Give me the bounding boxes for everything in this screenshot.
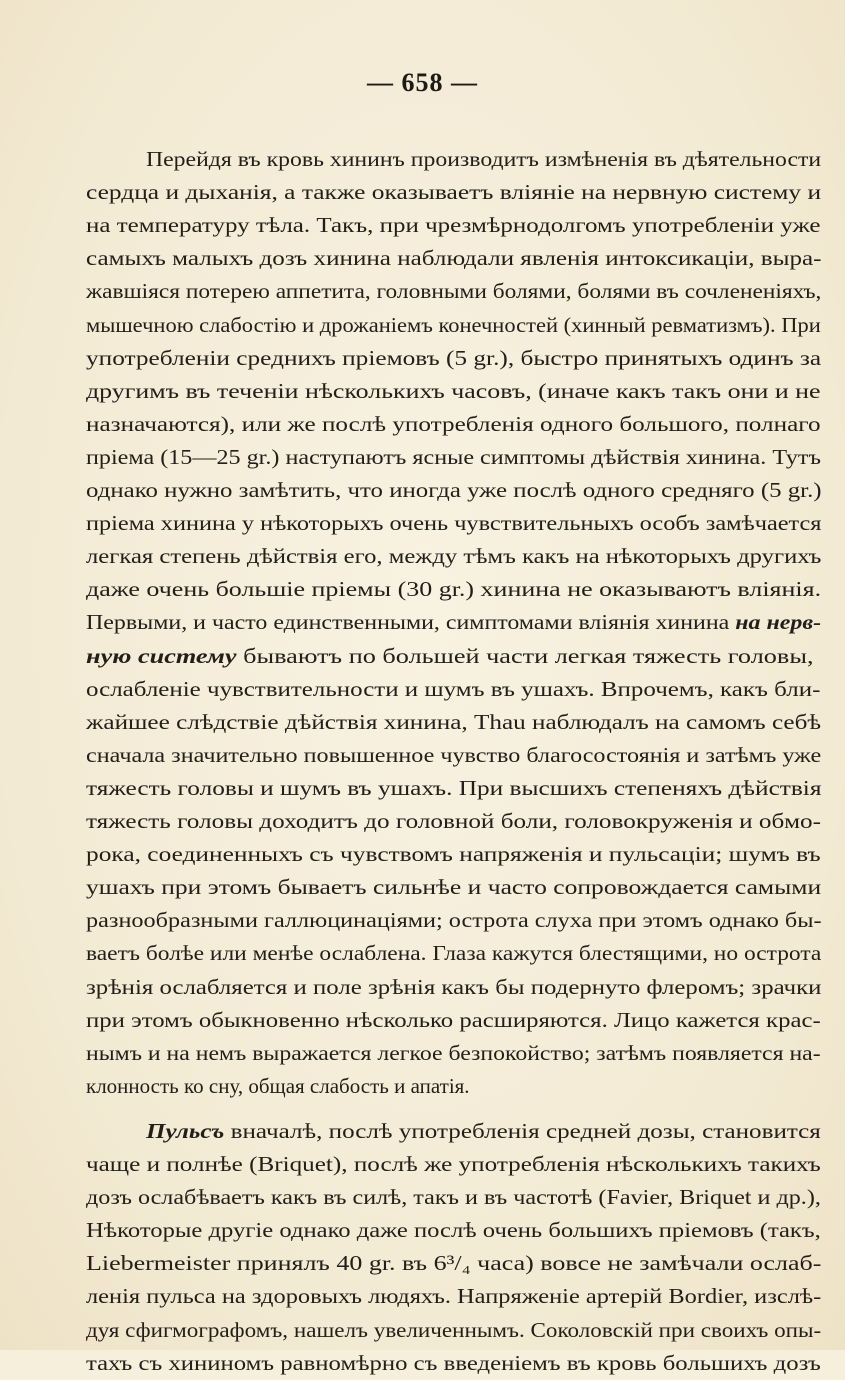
text-line [146,142,821,176]
text-line [86,1003,821,1037]
text-line [86,1313,821,1347]
text-run: зрѣнія ослабляется и поле зрѣнія какъ бы подернуто флеромъ; зрачки [86,974,822,999]
text-line [86,407,821,441]
text-run: Перейдя въ кровь хининъ производитъ измѣненія въ дѣятельности [146,147,822,171]
text-line [86,672,820,706]
text-run: чаще и полнѣе (Briquet), послѣ же употребленія нѣсколькихъ такихъ [86,1152,821,1176]
text-run: ушахъ при этомъ бываетъ сильнѣе и часто сопровождается самыми [86,875,822,900]
text-run: назначаются), или же послѣ употребленія одного большого, полнаго [86,411,821,436]
text-run: мышечною слабостію и дрожаніемъ конечностей (хинный ревматизмъ). При [86,312,821,337]
text-run: жавшіяся потерею аппетита, головными болями, болями въ сочлененіяхъ, [86,279,822,304]
text-line [86,1180,821,1214]
text-line [86,208,820,242]
italic-term: на нерв- [735,610,822,635]
text-run: тяжесть головы и шумъ въ ушахъ. При высшихъ степеняхъ дѣйствія [86,775,822,800]
text-run: ваетъ болѣе или менѣе ослаблена. Глаза кажутся блестящими, но острота [86,941,822,966]
text-run: тяжесть головы доходитъ до головной боли, головокруженія и обмо- [86,809,821,833]
text-line [86,1036,821,1070]
text-line [146,1114,821,1148]
text-line [86,837,821,871]
italic-term: Пульсъ [146,1118,225,1143]
text-line [86,1147,821,1181]
text-line [86,738,821,772]
page-number: — 658 — [367,68,478,97]
text-line [86,1213,821,1247]
text-run: Liebermeister принялъ 40 gr. въ 6³/₄ часа) вовсе не замѣчали ослаб- [86,1251,822,1276]
text-run: жайшее слѣдствіе дѣйствія хинина, Thau наблюдалъ на самомъ себѣ [86,709,822,734]
text-run: рока, соединенныхъ съ чувствомъ напряженія и пульсаціи; шумъ въ [86,842,821,867]
text-run: ленія пульса на здоровыхъ людяхъ. Напряженіе артерій Bordier, изслѣ- [86,1284,822,1309]
italic-term: ную систему [86,643,237,668]
text-run: легкая степень дѣйствія его, между тѣмъ какъ на нѣкоторыхъ другихъ [86,544,822,569]
text-run: на температуру тѣла. Такъ, при чрезмѣрнодолгомъ употребленіи уже [86,213,821,238]
text-run: бываютъ по большей части легкая тяжесть головы, [236,643,814,668]
text-line [86,374,821,408]
text-line [86,175,821,209]
text-run: употребленіи среднихъ пріемовъ (5 gr.), быстро принятыхъ одинъ за [86,345,822,370]
text-line [86,506,821,540]
text-run: при этомъ обыкновенно нѣсколько расширяются. Лицо кажется крас- [86,1007,821,1032]
text-line [86,241,822,275]
text-run: тахъ съ хининомъ равномѣрно съ введеніемъ въ кровь большихъ дозъ [86,1350,821,1375]
text-line [86,308,821,342]
text-run: даже очень большіе пріемы (30 gr.) хинина не оказываютъ вліянія. [86,577,822,602]
text-line [86,572,821,606]
text-line [86,1069,470,1103]
text-line [86,1346,821,1380]
text-line [86,870,821,904]
text-line [86,341,821,375]
text-run: сначала значительно повышенное чувство благосостоянія и затѣмъ уже [86,742,822,767]
text-line [86,804,821,838]
text-run: однако нужно замѣтить, что иногда уже послѣ одного средняго (5 gr.) [86,478,822,502]
text-run: разнообразными галлюцинаціями; острота слуха при этомъ однако бы- [86,908,822,933]
text-run: нымъ и на немъ выражается легкое безпокойство; затѣмъ появляется на- [86,1040,821,1065]
text-line [86,473,822,507]
text-line [86,705,821,739]
text-line [86,639,814,673]
text-run: пріема (15—25 gr.) наступаютъ ясные симптомы дѣйствія хинина. Тутъ [86,444,821,469]
text-run: Нѣкоторые другіе однако даже послѣ очень большихъ пріемовъ (такъ, [86,1218,821,1243]
text-run: вначалѣ, послѣ употребленія средней дозы, становится [224,1118,821,1143]
text-line [86,903,822,937]
text-run: Первыми, и часто единственными, симптомами вліянія хинина [86,610,736,635]
text-run: ослабленіе чувствительности и шумъ въ ушахъ. Впрочемъ, какъ бли- [86,676,821,701]
text-line [86,1279,821,1313]
text-run: клонность ко сну, общая слабость и апатія. [86,1073,470,1098]
text-run: другимъ въ теченіи нѣсколькихъ часовъ, (иначе какъ такъ они и не [86,378,821,403]
text-line [86,771,821,805]
text-run: пріема хинина у нѣкоторыхъ очень чувствительныхъ особъ замѣчается [86,511,822,536]
text-line [86,440,821,474]
text-run: сердца и дыханія, а также оказываетъ вліяніе на нервную систему и [86,180,822,205]
text-run: дуя сфигмографомъ, нашелъ увеличеннымъ. Соколовскій при своихъ опы- [86,1317,822,1342]
text-line [86,605,821,639]
text-run: дозъ ослабѣваетъ какъ въ силѣ, такъ и въ частотѣ (Favier, Briquet и др.), [86,1185,821,1210]
text-run: самыхъ малыхъ дозъ хинина наблюдали явленія интоксикаціи, выра- [86,246,822,271]
text-line [86,936,821,970]
text-line [86,539,821,573]
text-line [86,1246,821,1280]
text-line [86,274,821,308]
text-line [86,970,821,1004]
